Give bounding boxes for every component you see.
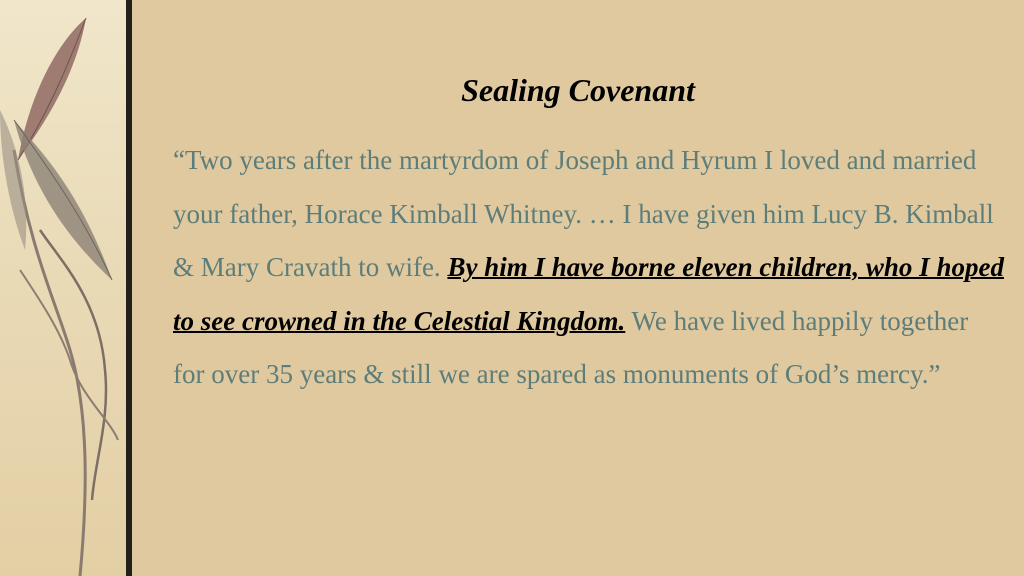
quote-text xyxy=(173,134,1005,402)
leaf-middle xyxy=(14,120,112,280)
quote-emphasis: By him I have borne eleven children, who I hoped to see crowned in the Celestial Kingdom. xyxy=(173,252,1004,336)
slide-title: Sealing Covenant xyxy=(461,72,695,108)
leaf-decoration-panel xyxy=(0,0,126,576)
quote-part-1: “Two years after the martyrdom of Joseph and Hyrum I loved and married your father, Horace Kimball Whitney. … I have given him Lucy B. Kimball & Mary Cravath to wife. xyxy=(173,145,994,283)
dried-leaf-illustration xyxy=(0,0,126,576)
quote-part-2: We have lived happily together for over 35 years & still we are spared as monuments of God’s mercy.” xyxy=(173,305,969,390)
